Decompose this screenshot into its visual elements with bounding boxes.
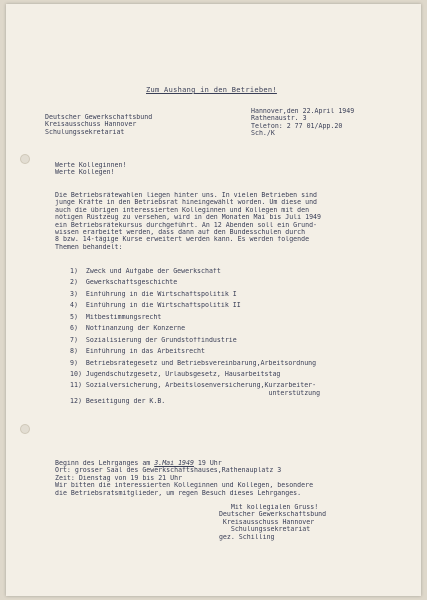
signature-line: gez. Schilling	[211, 533, 275, 541]
topic-item: 5) Mitbestimmungsrecht	[70, 313, 162, 321]
text-line: wissen erarbeitet werden, dass dann auf den Bundesschulen durch	[55, 229, 306, 237]
punch-hole-top	[20, 154, 30, 164]
date-address-block	[251, 108, 354, 138]
topic-item: 1) Zweck und Aufgabe der Gewerkschaft	[70, 268, 221, 275]
topic-item: 8) Einführung in das Arbeitsrecht	[70, 348, 205, 356]
text-line: 8 bzw. 14-tägige Kurse erweitert werden kann. Es werden folgende	[55, 236, 310, 244]
text-line: nötigen Rüstzeug zu versehen, wird in den Monaten Mai bis Juli 1949	[55, 214, 321, 222]
letter-page	[6, 4, 421, 596]
topic-item: 10) Jugendschutzgesetz, Urlaubsgesetz, Hausarbeitstag	[70, 370, 281, 378]
topic-list	[70, 268, 410, 409]
time-line: Zeit: Dienstag von 19 bis 21 Uhr	[55, 474, 183, 482]
topic-item: 2) Gewerkschaftsgeschichte	[70, 279, 178, 287]
salutation-line: Werte Kollegen!	[55, 169, 115, 177]
course-start-prefix: Beginn des Lehrganges am	[55, 460, 155, 467]
signature-line: Schulungssekretariat	[211, 526, 311, 534]
sender-line: Schulungssekretariat	[45, 128, 125, 136]
text-line: ein Betriebsrätekursus durchgeführt. An 12 Abenden soll ein Grund-	[55, 221, 318, 229]
topic-item: 11) Sozialversicherung, Arbeitslosenversicherung,Kurzarbeiter-	[70, 382, 317, 390]
topic-item: 7) Sozialisierung der Grundstoffindustrie	[70, 336, 237, 344]
date-line: Hannover,den 22.April 1949	[251, 108, 355, 115]
reference-line: Sch./K	[251, 130, 275, 138]
punch-hole-bottom	[20, 424, 30, 434]
location-line: Ort: grosser Saal des Gewerkschaftshauses,Rathenauplatz 3	[55, 467, 282, 475]
text-line: auch die übrigen interessierten Kolleginnen und Kollegen mit den	[55, 206, 310, 214]
sender-line: Kreisausschuss Hannover	[45, 121, 137, 129]
text-line: Die Betriebsrätewahlen liegen hinter uns. In vielen Betrieben sind	[55, 192, 318, 199]
text-line: junge Kräfte in den Betriebsrat hineingewählt worden. Um diese und	[55, 199, 318, 207]
topic-item: 6) Notfinanzung der Konzerne	[70, 325, 186, 333]
course-start-date: 3.Mai 1949	[154, 460, 194, 467]
course-start-line	[55, 460, 417, 467]
topic-item: 3) Einführung in die Wirtschaftspolitik I	[70, 290, 237, 298]
salutation-line: Werte Kolleginnen!	[55, 162, 127, 169]
topic-item: 4) Einführung in die Wirtschaftspolitik II	[70, 302, 241, 310]
text-line: Wir bitten die interessierten Kolleginnen und Kollegen, besondere	[55, 482, 314, 490]
closing-paragraph	[55, 460, 417, 497]
signature-line: Kreisausschuss Hannover	[211, 518, 315, 526]
intro-paragraph	[55, 192, 417, 251]
sender-block	[45, 114, 152, 136]
topic-item: 9) Betriebsrätegesetz und Betriebsvereinbarung,Arbeitsordnung	[70, 359, 317, 367]
topic-item-continuation: unterstützung	[70, 389, 321, 397]
posting-note: Zum Aushang in den Betrieben!	[146, 86, 277, 94]
phone-line: Telefon: 2 77 01/App.20	[251, 122, 343, 130]
signature-line: Mit kollegialen Gruss!	[211, 504, 319, 511]
text-line: Themen behandelt:	[55, 243, 123, 251]
address-line: Rathenaustr. 3	[251, 115, 307, 123]
signature-line: Deutscher Gewerkschaftsbund	[211, 511, 327, 519]
sender-line: Deutscher Gewerkschaftsbund	[45, 114, 153, 121]
text-line: die Betriebsratsmitglieder, um regen Besuch dieses Lehrganges.	[55, 489, 302, 497]
signature-block	[211, 504, 326, 541]
course-start-time: 19 Uhr	[193, 460, 222, 467]
salutation	[55, 162, 126, 177]
topic-item: 12) Beseitigung der K.B.	[70, 397, 166, 405]
